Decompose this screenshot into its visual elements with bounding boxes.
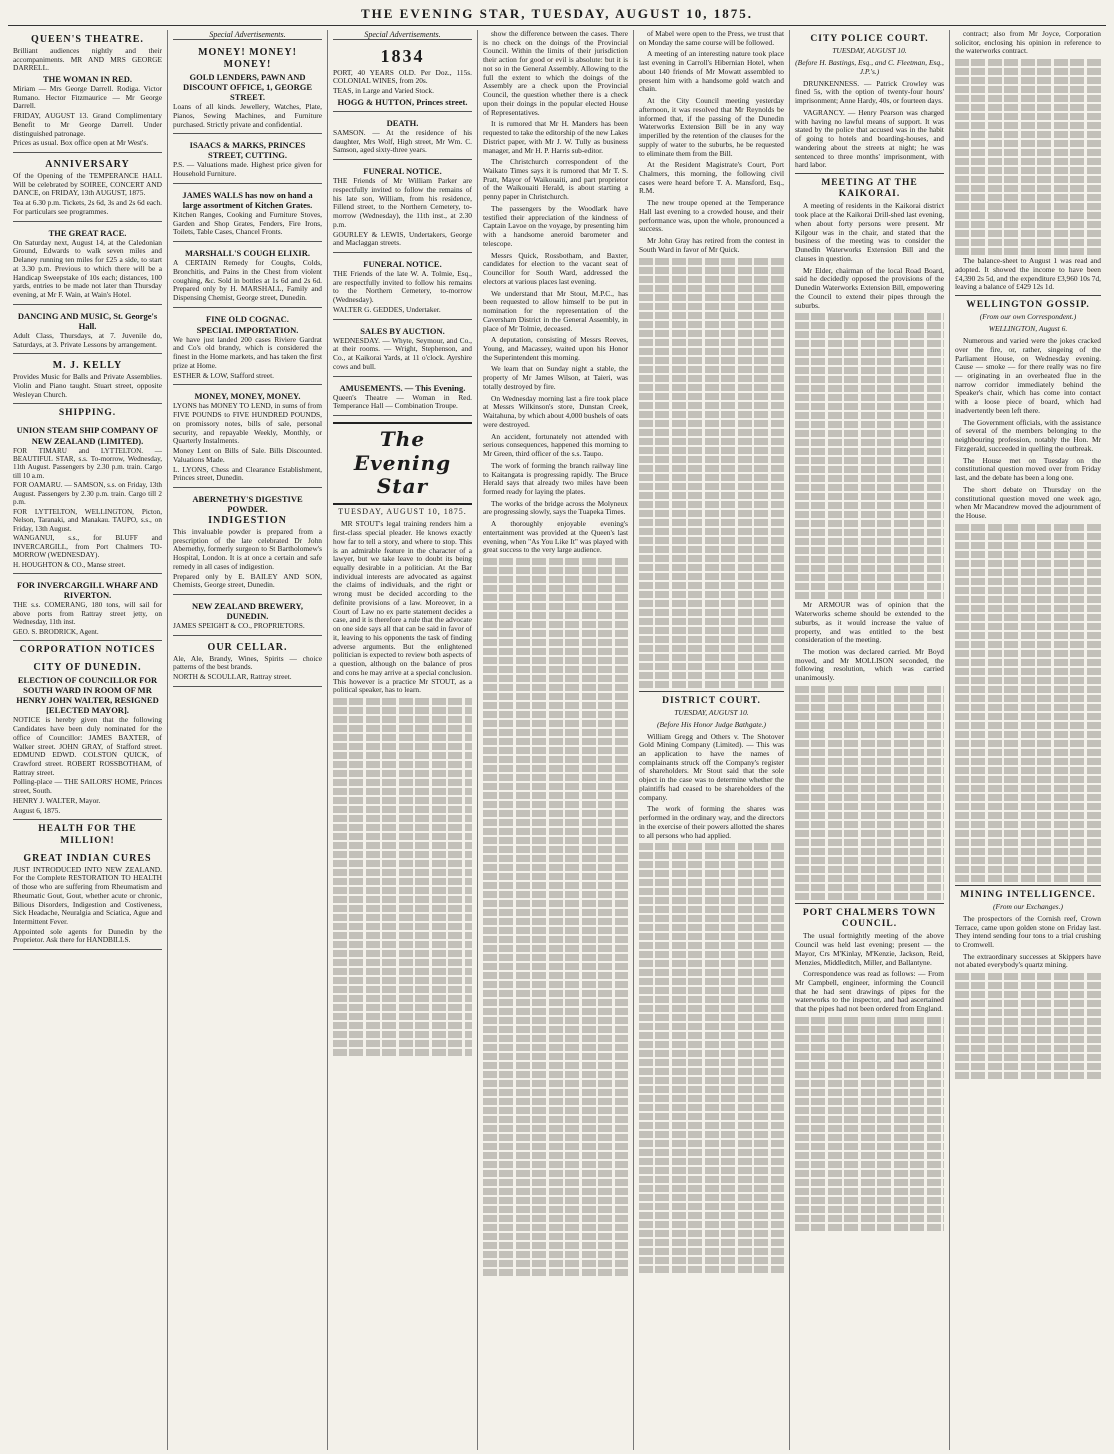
houghton: H. HOUGHTON & CO., Manse street. <box>13 560 126 569</box>
divider <box>639 691 784 692</box>
text-filler <box>955 59 1101 255</box>
ship-lyttelton: FOR LYTTELTON, WELLINGTON, Picton, Nelson, Taranaki, and Manakau. TAUPO, s.s., on Friday, 13th August. <box>13 507 162 533</box>
queens-prices: Prices as usual. Box office open at Mr West's. <box>13 138 149 148</box>
news-item: At the Resident Magistrate's Court, Port Chalmers, this morning, the following civil cases were heard before T. A. Mansford, Esq., R.M. <box>639 160 784 196</box>
editorial-dateline: TUESDAY, AUGUST 10, 1875. <box>338 506 467 516</box>
gcc-text: JUST INTRODUCED INTO NEW ZEALAND. For the Complete RESTORATION TO HEALTH of those who are suffering from Rheumatism and Rheumatic Gout, Gout, whether acute or chronic, Bilious Disorders, Indigestion and Costiveness, Sick Headache, Neuralgia and Sciatica, Ague and Intermittent Fever. <box>13 864 162 927</box>
walls-text: Kitchen Ranges, Cooking and Furniture Stoves, Garden and Shop Grates, Fenders, Fire Irons, Toilets, Table Cases, Chancel Fronts. <box>173 209 322 237</box>
gossip-sub: (From our own Correspondent.) <box>979 312 1077 322</box>
cognac-ad <box>173 310 322 386</box>
kelly-text: Provides Music for Balls and Private Assemblies. Violin and Piano taught. Stuart street, opposite Wesleyan Church. <box>13 372 162 399</box>
news-item: We understand that Mr Stout, M.P.C., has been requested to allow himself to be put in nomination for the representation of the Caversham District in the General Assembly, in place of Mr Tolmie, deceased. <box>483 288 628 333</box>
indigestion-text: This invaluable powder is prepared from a prescription of the late celebrated Dr John Abernethy, formerly surgeon to St Bartholomew's Hospital, London. It is at once a certain and safe remedy in all cases of indigestion. <box>173 526 322 571</box>
text-filler <box>639 258 784 688</box>
divider <box>795 173 944 174</box>
funeral-notice-1 <box>333 162 472 253</box>
mining-text: The prospectors of the Cornish reef, Crown Terrace, came upon golden stone on Friday last. They intend sending four tons to a trial crushing to Cromwell. <box>955 913 1101 949</box>
news-item: The works of the bridge across the Molyneux are progressing slowly, says the Tuapeka Times. <box>483 498 628 517</box>
mining-title: MINING INTELLIGENCE. <box>960 889 1096 900</box>
news-item: The balance-sheet to August 1 was read and adopted. It showed the income to have been £4,390 2s 5d, and the expenditure £3,960 10s 7d, leaving a balance of £429 12s 1d. <box>955 256 1101 292</box>
auction-notice <box>333 322 472 377</box>
text-filler <box>483 558 628 1276</box>
news-item: We learn that on Sunday night a stable, the property of Mr James Wilson, at Taieri, was totally destroyed by fire. <box>483 364 628 391</box>
district-court-title: DISTRICT COURT. <box>662 695 761 706</box>
district-court-judge: (Before His Honor Judge Bathgate.) <box>656 719 767 729</box>
news-item: The work of forming the branch railway line to Kaitangata is progressing rapidly. The Bruce Herald says that already two miles have been formed ready for laying the plates. <box>483 460 628 496</box>
police-court-title: CITY POLICE COURT. <box>810 34 929 44</box>
great-race-ad <box>13 224 162 305</box>
mining-sub: (From our Exchanges.) <box>993 901 1063 911</box>
comerang-text: THE s.s. COMERANG, 180 tons, will sail for above ports from Rattray street jetty, on Wednesday, 11th inst. <box>13 601 162 627</box>
isaacs-title: ISAACS & MARKS, PRINCES STREET, CUTTING. <box>189 140 306 161</box>
dancing-text: Adult Class, Thursdays, at 7. Juvenile do, Saturdays, at 3. Private Lessons by arrangement. <box>13 330 162 349</box>
abernethy-ad <box>173 490 322 595</box>
election-date: August 6, 1875. <box>13 805 61 815</box>
queens-friday: FRIDAY, AUGUST 13. Grand Complimentary Benefit to Mr George Darrell. Under distinguished patronage. <box>13 111 162 138</box>
invercargill-ad <box>13 576 162 641</box>
brewery-title: NEW ZEALAND BREWERY, DUNEDIN. <box>192 601 303 622</box>
election-title: ELECTION OF COUNCILLOR FOR SOUTH WARD IN ROOM OF MR HENRY JOHN WALTER, RESIGNED [ELECTED MAYOR]. <box>16 675 159 716</box>
money-text: Loans of all kinds. Jewellery, Watches, Plate, Pianos, Sewing Machines, and Furniture purchased. Strictly private and confidential. <box>173 102 322 129</box>
indigestion-title: INDIGESTION <box>208 515 287 527</box>
cellar-ad <box>173 638 322 687</box>
text-filler <box>795 686 944 900</box>
masthead: THE EVENING STAR, TUESDAY, AUGUST 10, 1875. <box>8 6 1106 26</box>
divider <box>955 295 1101 296</box>
news-item: A deputation, consisting of Messrs Reeves, Young, and Macassey, waited upon his Honor the Superintendent this morning. <box>483 335 628 362</box>
divider <box>955 885 1101 886</box>
queens-cast: Miriam — Mrs George Darrell. Rodiga. Victor Rumano. Hector Fitzmaurice — Mr George Darrell. <box>13 84 162 111</box>
news-item: The passengers by the Woodlark have testified their appreciation of the kindness of Captain Lavoe on the voyage, by presenting him with a handsome aneroid barometer and telescope. <box>483 203 628 248</box>
gossip-title: WELLINGTON GOSSIP. <box>966 300 1090 311</box>
columns <box>8 30 1106 1450</box>
dancing-title: DANCING AND MUSIC, St. George's Hall. <box>17 310 158 331</box>
amusements-text: Queen's Theatre — Woman in Red. Temperance Hall — Combination Troupe. <box>333 392 472 411</box>
gossip-text: Numerous and varied were the jokes cracked over the fire, or, rather, singeing of the Parliament House, on Wednesday evening. Cause — smoke — for there really was no fire — originating in an overheated flue in the narrow corridor immediately behind the Speaker's chair, which has come into contact with a loose piece of board, which had inadvertently been left there. <box>955 336 1101 415</box>
brewery-ad <box>173 597 322 636</box>
column-1 <box>8 30 168 1450</box>
polling-place: Polling-place — THE SAILORS' HOME, Princes street, South. <box>13 777 162 796</box>
text-filler <box>333 698 472 1056</box>
walls-title: JAMES WALLS has now on hand a large assortment of Kitchen Grates. <box>182 189 313 210</box>
news-item: On Wednesday morning last a fire took place at Messrs Wilkinson's store, Dunstan Creek, Waitahuna, by which about 4,000 bushels of oats were destroyed. <box>483 393 628 429</box>
geddes: WALTER G. GEDDES, Undertaker. <box>333 304 441 314</box>
police-court-text: DRUNKENNESS. — Patrick Crowley was fined 5s, with the option of twenty-four hours' imprisonment; Anne Hardy, 40s, or fourteen days. <box>795 78 944 106</box>
death-head: DEATH. <box>386 117 419 128</box>
news-intro: show the difference between the cases. There is no check on the doings of the Provincial Council. Within the limits of their jurisdiction their action for good or evil is absolute: but it is not so in the General Assembly. Allowing to the full the extent to which the doings of the Assembly are a check upon the Provincial Council, the question whether there is a check upon their doings in the popular elected House of Representatives. <box>483 30 628 117</box>
chalmers-text-2: Correspondence was read as follows: — From Mr Campbell, engineer, informing the Council that he had sent drawings of pipes for the waterworks to the inspector, and had ascertained that the pipes had not been ordered from England. <box>795 969 944 1014</box>
money2-foot: Money Lent on Bills of Sale. Bills Discounted. Valuations Made. <box>173 446 322 464</box>
kaikorai-text-3: Mr ARMOUR was of opinion that the Waterworks scheme should be extended to the suburbs, as it would increase the value of property, and was entitled to the best consideration of the meeting. <box>795 600 944 645</box>
gossip-text-3: The House met on Tuesday on the constitutional question moved over from Friday last, and the debate has been a long one. <box>955 455 1101 483</box>
gourley: GOURLEY & LEWIS, Undertakers, George and Maclaggan streets. <box>333 229 472 248</box>
gold-lenders: GOLD LENDERS, PAWN AND DISCOUNT OFFICE, 1, GEORGE STREET. <box>182 72 312 103</box>
funeral2-text: THE Friends of the late W. A. Tolmie, Esq., are respectfully invited to follow his remains to the Northern Cemetery, to-morrow (Wednesday). <box>333 269 472 305</box>
amusements-notice <box>333 379 472 416</box>
police-court-judge: (Before H. Bastings, Esq., and C. Fleetman, Esq., J.P.'s.) <box>795 58 944 76</box>
district-court-text: William Gregg and Others v. The Shotover Gold Mining Company (Limited). — This was an application to have the names of complainants struck off the Company's register of shareholders. Mr Stout said that the sole object in the case was to determine whether the plaintiffs had ceased to be shareholders of the company. <box>639 731 784 802</box>
est-year: 1834 <box>380 46 425 67</box>
race-text: On Saturday next, August 14, at the Caledonian Ground, Edwards to walk seven miles and Delaney running ten miles for £25 a side, to start at 3.30 p.m. Previous to which there will be a Handicap Sweepstake of 10s each; distances, 100 yards, entries to be made not later than Thursday evening, at Mr F. Wain, at Wain's Hotel. <box>13 237 162 300</box>
police-court-text-2: VAGRANCY. — Henry Pearson was charged with having no lawful means of support. It was stated by the police that accused was in the habit of going to hotels and boarding-houses, and wandering about the streets at night; he was sentenced to three months' imprisonment, with hard labor. <box>795 107 944 170</box>
funeral2-head: FUNERAL NOTICE. <box>363 259 442 269</box>
funeral1-head: FUNERAL NOTICE. <box>363 166 442 177</box>
money-title: MONEY! MONEY! MONEY! <box>198 47 297 71</box>
lyons-sign: L. LYONS, Chess and Clearance Establishment, Princes street, Dunedin. <box>173 464 322 483</box>
cognac-sub: SPECIAL IMPORTATION. <box>196 324 299 335</box>
news-item: Messrs Quick, Rossbotham, and Baxter, candidates for election to the vacant seat of Councillor for South Ward, addressed the electors at various places last evening. <box>483 250 628 286</box>
anniversary-title: ANNIVERSARY <box>45 159 130 171</box>
district-court-date: TUESDAY, AUGUST 10. <box>674 707 749 717</box>
news-item: of Mabel were open to the Press, we trust that on Monday the same course will be followed. <box>639 30 784 47</box>
cellar-text: Ale, Ale, Brandy, Wines, Spirits — choice patterns of the best brands. <box>173 653 322 672</box>
text-filler <box>639 843 784 1273</box>
column-3-head: Special Advertisements. <box>333 30 472 40</box>
auction-text: WEDNESDAY. — Whyte, Seymour, and Co., at their rooms. — Wright, Stephenson, and Co., at Kaikorai Yards, at 11 o'clock. Ayrshire cows and bull. <box>333 335 472 371</box>
election-text: NOTICE is hereby given that the following Candidates have been duly nominated for the office of Councillor: JAMES BAXTER, of Walker street. JOHN GRAY, of Stafford street. EDMUND EDWD. COLSTON QUICK, of Crawford street. ROBERT ROSSBOTHAM, of Rattray street. <box>13 715 162 777</box>
indian-cures-ad <box>13 849 162 950</box>
amusements-head: AMUSEMENTS. — This Evening. <box>339 382 466 393</box>
auction-head: SALES BY AUCTION. <box>360 325 445 336</box>
queens-play: THE WOMAN IN RED. <box>42 74 133 84</box>
brewery-text: JAMES SPEIGHT & CO., PROPRIETORS. <box>173 621 305 631</box>
column-2 <box>168 30 328 1450</box>
news-item: The Christchurch correspondent of the Waikato Times says it is rumored that Mr T. S. Pratt, Mayor of Waikouaiti, and part proprietor of the Waikouaiti Herald, is about starting a penny paper in Christchurch. <box>483 157 628 202</box>
union-steam-ad <box>13 421 162 574</box>
corporation-head: CORPORATION NOTICES <box>19 645 156 656</box>
news-item: A thoroughly enjoyable evening's entertainment was provided at the Queen's last evening, when "As You Like It" was played with great success to the very large audience. <box>483 519 628 555</box>
city-title: CITY OF DUNEDIN. <box>33 662 142 674</box>
funeral1-text: THE Friends of Mr William Parker are respectfully invited to follow the remains of his late son, William, from his residence, Fillend street, to the Northern Cemetery, to-morrow (Wednesday), the 11th inst., at 2.30 p.m. <box>333 176 472 229</box>
anniversary-tickets: Tea at 6.30 p.m. Tickets, 2s 6d, 3s and 2s 6d each. For particulars see programmes. <box>13 198 162 216</box>
money2-title: MONEY, MONEY, MONEY. <box>194 391 301 402</box>
ship-timaru: FOR TIMARU and LYTTELTON. — BEAUTIFUL STAR, s.s. To-morrow, Wednesday, 11th August. Passengers by 2.30 p.m. train. Cargo till 10 a.m. <box>13 446 162 480</box>
queens-text: Brilliant audiences nightly and their accompaniments. MR AND MRS GEORGE DARRELL. <box>13 45 162 73</box>
digestive-title: ABERNETHY'S DIGESTIVE POWDER. <box>192 494 303 515</box>
gcc-title: GREAT INDIAN CURES <box>23 852 152 864</box>
anniversary-text: Of the Opening of the TEMPERANCE HALL Will be celebrated by SOIREE, CONCERT AND DANCE, on FRIDAY, 13th AUGUST, 1875. <box>13 170 162 198</box>
cognac-text: We have just landed 200 cases Riviere Gardrat and Co's old brandy, which is considered the finest in the Home markets, and has taken the first prize at Home. <box>173 334 322 370</box>
kaikorai-text-2: Mr Elder, chairman of the local Road Board, said he decidedly opposed the provisions of the Dunedin Waterworks Extension Bill, empowering the Council to extend their pipes through the suburbs. <box>795 265 944 310</box>
union-title: UNION STEAM SHIP COMPANY OF NEW ZEALAND (LIMITED). <box>16 425 159 446</box>
death-text: SAMSON. — At the residence of his daughter, Mrs Wolf, High street, Mr Wm. C. Samson, aged sixty-three years. <box>333 127 472 155</box>
kaikorai-text-4: The motion was declared carried. Mr Boyd moved, and Mr MOLLISON seconded, the following resolution, which was carried unanimously. <box>795 646 944 683</box>
column-7 <box>950 30 1106 1450</box>
gossip-text-2: The Government officials, with the assistance of several of the members belonging to the neighbouring profession, notably the Hon. Mr Fitzgerald, succeeded in quelling the outbreak. <box>955 417 1101 453</box>
est-text: PORT, 40 YEARS OLD. Per Doz., 115s. COLONIAL WINES, from 20s. <box>333 67 472 86</box>
money-ad <box>173 43 322 134</box>
isaacs-ad <box>173 136 322 184</box>
news-item: A meeting of an interesting nature took place last evening in Carroll's Hibernian Hotel, when about 140 friends of Mr Mowatt assembled to present him with a handsome gold watch and chain. <box>639 49 784 94</box>
walls-ad <box>173 186 322 242</box>
police-court-date: TUESDAY, AUGUST 10. <box>832 46 907 56</box>
text-filler <box>795 313 944 599</box>
gcc-foot: Appointed sole agents for Dunedin by the Proprietor. Ask there for HANDBILLS. <box>13 926 162 945</box>
city-election-ad <box>13 658 162 820</box>
column-2-head: Special Advertisements. <box>173 30 322 40</box>
cellar-title: OUR CELLAR. <box>207 641 288 653</box>
news-item: An accident, fortunately not attended with serious consequences, happened this morning to Mr Green, third officer of the s.s. Taupo. <box>483 431 628 459</box>
north-scoullar: NORTH & SCOULLAR, Rattray street. <box>173 672 292 682</box>
marshall-ad <box>173 244 322 308</box>
broderick: GEO. S. BRODRICK, Agent. <box>13 627 99 636</box>
anniversary-ad <box>13 155 162 221</box>
column-3 <box>328 30 478 1450</box>
isaacs-text: P.S. — Valuations made. Highest price given for Household Furniture. <box>173 160 322 179</box>
district-court-text-2: The work of forming the shares was performed in the ordinary way, and the directors in the exercise of their powers allotted the shares to all persons who had applied. <box>639 804 784 840</box>
race-title: THE GREAT RACE. <box>48 227 127 238</box>
queens-theatre-ad <box>13 30 162 153</box>
mining-text-2: The extraordinary successes at Skippers have not abated everybody's quartz mining. <box>955 951 1101 970</box>
column-4 <box>478 30 634 1450</box>
kelly-ad <box>13 356 162 404</box>
gossip-text-4: The short debate on Thursday on the constitutional question moved one week ago, when Mr Macandrew moved the adjournment of the House. <box>955 484 1101 520</box>
text-filler <box>955 524 1101 882</box>
hogg-hutton-ad <box>333 43 472 111</box>
prepared-by: Prepared only by E. BAILEY AND SON, Chemists, George street, Dunedin. <box>173 571 322 590</box>
news-item: Mr John Gray has retired from the contest in South Ward in favor of Mr Quick. <box>639 236 784 254</box>
news-item: contract; also from Mr Joyce, Corporation solicitor, enclosing his opinion in reference to the waterworks contract. <box>955 30 1101 56</box>
newspaper-flag: The Evening Star <box>333 422 472 505</box>
health-head: HEALTH FOR THE MILLION! <box>38 824 137 846</box>
kaikorai-title: MEETING AT THE KAIKORAI. <box>821 178 918 200</box>
death-notice <box>333 114 472 160</box>
teas-text: TEAS, in Large and Varied Stock. <box>333 86 434 96</box>
gossip-date: WELLINGTON, August 6. <box>988 324 1068 334</box>
lyons-ad <box>173 387 322 488</box>
text-filler <box>795 1017 944 1231</box>
ship-oamaru: FOR OAMARU. — SAMSON, s.s. on Friday, 13th August. Passengers by 2.30 p.m. train. Cargo till 2 p.m. <box>13 481 162 507</box>
marshall-title: MARSHALL'S COUGH ELIXIR. <box>185 248 310 259</box>
marshall-text: A CERTAIN Remedy for Coughs, Colds, Bronchitis, and Pains in the Chest from violent coughing, &c. Sold in bottles at 1s 6d and 2s 6d. Prepared only by H. MARSHALL, Family and Dispensing Chemist, George street, Dunedin. <box>173 258 322 302</box>
news-item: The new troupe opened at the Temperance Hall last evening to a crowded house, and their performance was, upon the whole, pronounced a success. <box>639 198 784 234</box>
chalmers-text: The usual fortnightly meeting of the above Council was held last evening; present — the Mayor, Crs M'Kinlay, M'Kenzie, Jackson, Reid, Menzies, Middleditch, Miller, and Ballantyne. <box>795 931 944 967</box>
editorial-text: MR STOUT's legal training renders him a first-class special pleader. He knows exactly how far to tell a story, and where to stop. This is an admirable feature in the character of a lawyer, but we take leave to doubt its being equally desirable in a politician. At the Bar individual interests are advocated as against the claims of individuals, and the right or wrong must be decided according to the definite provisions of a law. Moreover, in a Court of Law no ex parte statement decides a case, and it is therefore a rule that the advocate on one side says all that can be said in favor of it, leaving to his opponents the task of finding adverse arguments. But the enlightened politician is expected to review both aspects of a question, although on the balance of pros and cons he may arrive at a special conclusion. This however is a practice Mr STOUT, as a political speaker, has to learn. <box>333 519 472 695</box>
column-5 <box>634 30 790 1450</box>
dancing-ad <box>13 307 162 355</box>
hogg-sign: HOGG & HUTTON, Princes street. <box>337 96 468 107</box>
mayor: HENRY J. WALTER, Mayor. <box>13 795 101 805</box>
invercargill-title: FOR INVERCARGILL WHARF AND RIVERTON. <box>17 580 158 601</box>
ship-wanganui: WANGANUI, s.s., for BLUFF and INVERCARGILL, from Port Chalmers TO-MORROW (WEDNESDAY). <box>13 534 162 560</box>
text-filler <box>955 973 1101 1079</box>
column-6 <box>790 30 950 1450</box>
news-item: It is rumored that Mr H. Manders has been requested to take the editorship of the new Lakes District paper, with Mr J. W. Tully as business manager, and Mr H. P. Harris sub-editor. <box>483 119 628 155</box>
kelly-title: M. J. KELLY <box>52 360 123 372</box>
kaikorai-text: A meeting of residents in the Kaikorai district took place at the Kaikorai Drill-shed last evening, when about forty persons were present. Mr Kilgour was in the chair, and stated that the business of the meeting was to consider the Dunedin Waterworks Extension Bill and the clauses in question. <box>795 201 944 263</box>
divider <box>795 903 944 904</box>
news-item: At the City Council meeting yesterday afternoon, it was resolved that Mr Reynolds be informed that, if the passing of the Dunedin Waterworks Extension Bill be in any way imperilled by the retention of the clauses for the supply of water to the suburbs, he be requested to eliminate them from the Bill. <box>639 96 784 158</box>
shipping-head: SHIPPING. <box>58 408 117 419</box>
cognac-title: FINE OLD COGNAC. <box>206 313 289 324</box>
queens-title: QUEEN'S THEATRE. <box>31 34 144 45</box>
chalmers-title: PORT CHALMERS TOWN COUNCIL. <box>802 907 937 930</box>
money2-text: LYONS has MONEY TO LEND, in sums of from FIVE POUNDS to FIVE HUNDRED POUNDS, on promissory notes, bills of sale, personal security, and repayable Weekly, Monthly, or Quarterly Instalments. <box>173 401 322 446</box>
esther-low: ESTHER & LOW, Stafford street. <box>173 370 274 380</box>
funeral-notice-2 <box>333 255 472 320</box>
